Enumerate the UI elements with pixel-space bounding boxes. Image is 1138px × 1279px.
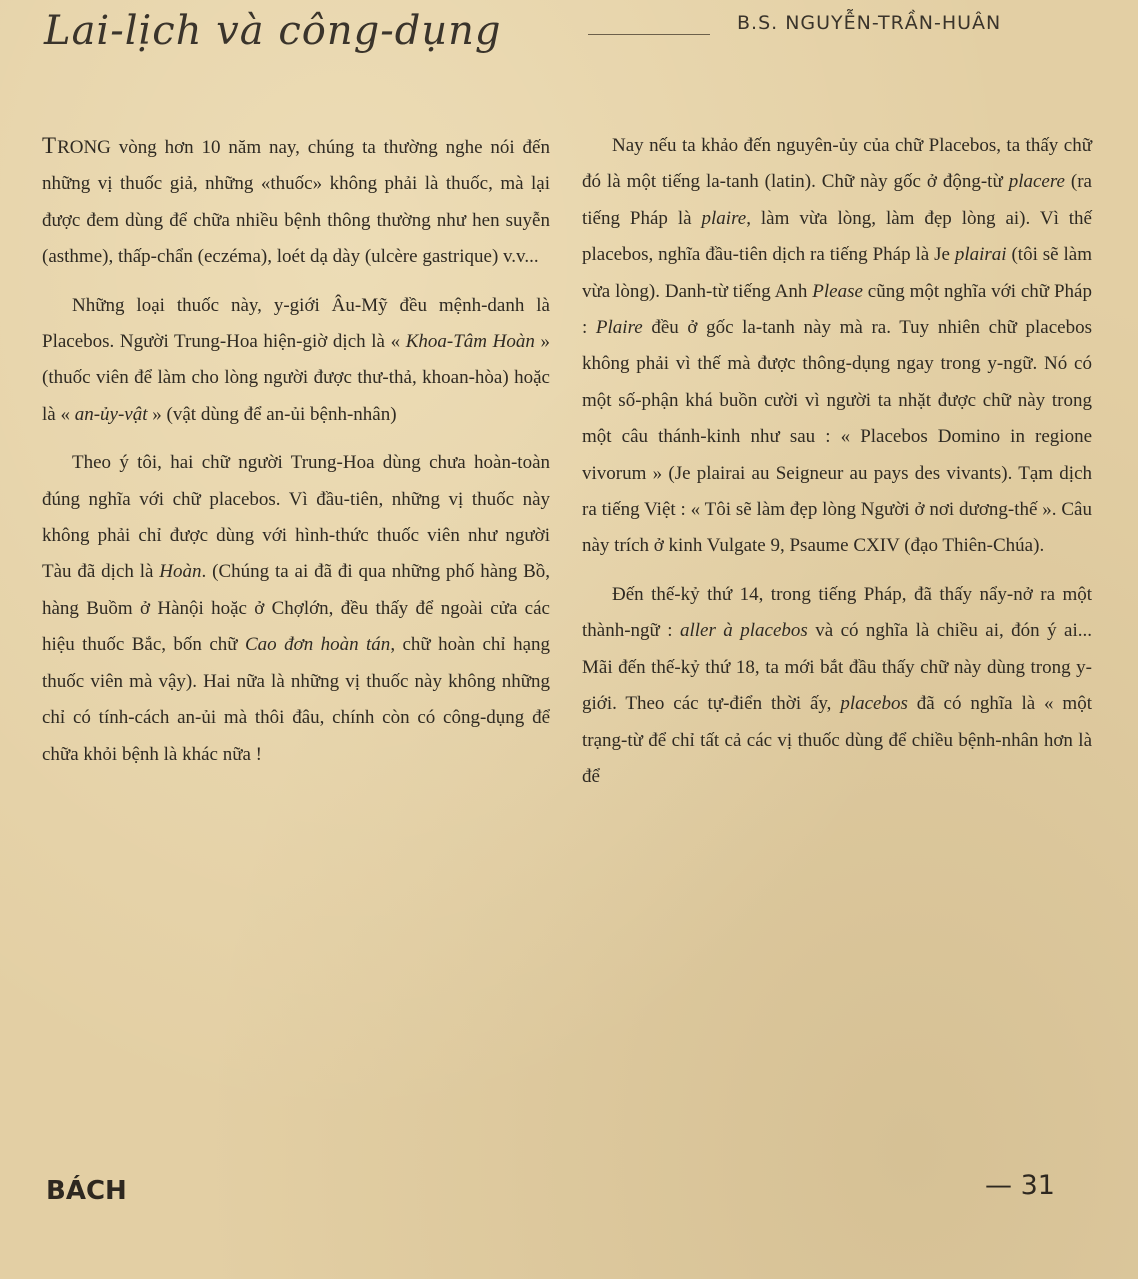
- paragraph-4-text-d: (tôi sẽ làm vừa lòng). Danh-từ tiếng Anh: [582, 244, 1092, 302]
- drop-cap: T: [42, 133, 58, 158]
- paragraph-4-italic-1: placere: [1008, 171, 1065, 193]
- paragraph-4-italic-2: plaire: [701, 207, 747, 229]
- left-column: [42, 128, 550, 773]
- title-divider-line: [588, 34, 710, 35]
- article-title: Lai-lịch và công-dụng: [44, 8, 502, 54]
- paragraph-3-text-c: , chữ hoàn chỉ hạng thuốc viên mà vậy). Hai nữa là những vị thuốc này không những chỉ có tính-cách an-ủi mà thôi đâu, chính còn có công-dụng để chữa khỏi bệnh là khác nữa !: [42, 634, 551, 765]
- paragraph-4-text-e: cũng một nghĩa với chữ Pháp :: [582, 280, 1092, 339]
- paragraph-2-text-a: Những loại thuốc này, y-giới Âu-Mỹ đều mệnh-danh là Placebos. Người Trung-Hoa hiện-giờ dịch là «: [42, 294, 550, 353]
- paragraph-5-italic-2: placebos: [840, 693, 908, 715]
- right-column: [582, 128, 1092, 795]
- paragraph-4-text-b: (ra tiếng Pháp là: [582, 171, 1092, 229]
- paragraph-2-italic-2: an-ủy-vật: [74, 403, 148, 425]
- paragraph-3-text-b: . (Chúng ta ai đã đi qua những phố hàng Bồ, hàng Buồm ở Hànội hoặc ở Chợlớn, đều thấy để ngoài cửa các hiệu thuốc Bắc, bốn chữ: [42, 561, 550, 656]
- paragraph-2: [42, 288, 550, 434]
- paragraph-1: [42, 128, 550, 276]
- article-author: B.S. NGUYỄN-TRẦN-HUÂN: [737, 12, 1002, 34]
- paragraph-1-text: RONG vòng hơn 10 năm nay, chúng ta thường nghe nói đến những vị thuốc giả, những «thuốc» không phải là thuốc, mà lại được đem dùng để chữa nhiều bệnh thông thường như hen suyễn (asthme), thấp-chẩn (eczéma), loét dạ dày (ulcère gastrique) v.v...: [42, 137, 550, 268]
- paragraph-3-text-a: Theo ý tôi, hai chữ người Trung-Hoa dùng chưa hoàn-toàn đúng nghĩa với chữ placebos. Vì đầu-tiên, những vị thuốc này không phải chỉ được dùng với hình-thức thuốc viên như người Tàu đã dịch là: [42, 452, 550, 583]
- paragraph-4-text-f: đều ở gốc la-tanh này mà ra. Tuy nhiên chữ placebos không phải vì thế mà được thông-dụng ngay trong y-ngữ. Nó có một số-phận khá buồn cười vì người ta nhặt được chữ này trong một câu thánh-kinh như sau : « Placebos Domino in regione vivorum » (Je plairai au Seigneur au pays des vivants). Tạm dịch ra tiếng Việt : « Tôi sẽ làm đẹp lòng Người ở nơi dương-thế ». Câu này trích ở kinh Vulgate 9, Psaume CXIV (đạo Thiên-Chúa).: [582, 317, 1092, 557]
- paragraph-3-italic-1: Hoàn: [159, 561, 202, 583]
- paragraph-4-text-c: , làm vừa lòng, làm đẹp lòng ai). Vì thế placebos, nghĩa đầu-tiên dịch ra tiếng Pháp là Je: [582, 207, 1092, 266]
- paragraph-5-text-a: Đến thế-kỷ thứ 14, trong tiếng Pháp, đã thấy nẩy-nở ra một thành-ngữ :: [582, 583, 1092, 642]
- paragraph-5-text-b: và có nghĩa là chiều ai, đón ý ai... Mãi đến thế-kỷ thứ 18, ta mới bắt đầu thấy chữ này dùng trong y-giới. Theo các tự-điển thời ấy,: [582, 620, 1093, 715]
- paragraph-5: [582, 577, 1092, 795]
- paragraph-3-italic-2: Cao đơn hoàn tán: [244, 634, 391, 656]
- paragraph-5-italic-1: aller à placebos: [679, 620, 808, 642]
- page-number: — 31: [985, 1170, 1055, 1201]
- paragraph-3: [42, 445, 550, 773]
- paragraph-4-italic-4: Please: [812, 280, 863, 302]
- paragraph-5-text-c: đã có nghĩa là « một trạng-từ để chỉ tất cả các vị thuốc dùng để chiều bệnh-nhân hơn là để: [582, 693, 1092, 787]
- paragraph-2-text-b: » (thuốc viên để làm cho lòng người được thư-thả, khoan-hòa) hoặc là «: [42, 331, 551, 425]
- paragraph-2-italic-1: Khoa-Tâm Hoàn: [405, 331, 535, 353]
- paragraph-4: [582, 128, 1092, 565]
- paragraph-4-italic-5: Plaire: [595, 317, 643, 339]
- paragraph-4-text-a: Nay nếu ta khảo đến nguyên-ủy của chữ Placebos, ta thấy chữ đó là một tiếng la-tanh (latin). Chữ này gốc ở động-từ: [582, 135, 1092, 193]
- paragraph-2-text-c: » (vật dùng để an-ủi bệnh-nhân): [147, 403, 397, 425]
- magazine-name-footer: BÁCH: [46, 1176, 127, 1206]
- paragraph-4-italic-3: plairai: [954, 244, 1007, 266]
